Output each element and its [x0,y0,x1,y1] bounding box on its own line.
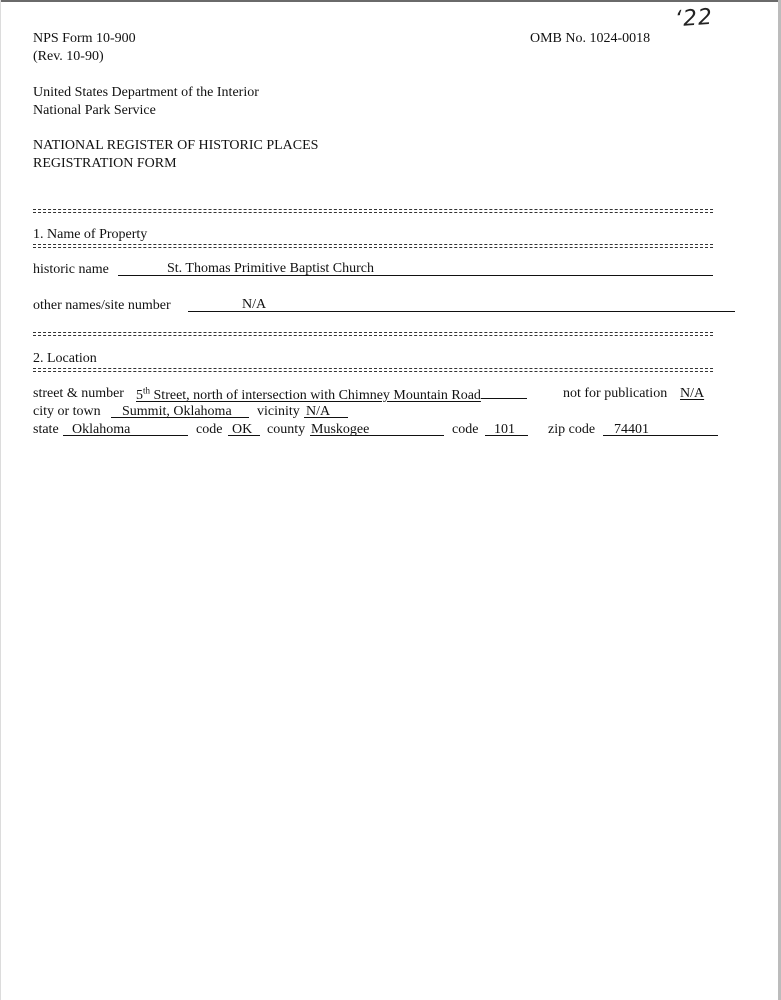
other-names-label: other names/site number [33,298,171,313]
service-name: National Park Service [33,103,156,118]
section-divider [33,368,713,372]
street-label: street & number [33,386,124,401]
county-label: county [267,422,306,437]
state-label: state [33,422,59,437]
section1-heading: 1. Name of Property [33,227,148,242]
state-value: Oklahoma [72,422,131,437]
form-title-line1: NATIONAL REGISTER OF HISTORIC PLACES [33,138,319,153]
county-code-value: 101 [494,422,515,437]
page-edge-left [0,0,1,1000]
city-value: Summit, Oklahoma [122,404,232,419]
other-names-field[interactable] [188,311,735,312]
state-code-label: code [196,422,223,437]
street-ordinal-suffix: th [143,385,151,396]
historic-name-label: historic name [33,262,109,277]
state-code-value: OK [232,422,253,437]
street-ordinal: 5 [136,388,143,403]
historic-name-value: St. Thomas Primitive Baptist Church [167,261,375,276]
not-for-publication-label: not for publication [563,386,668,401]
other-names-value: N/A [242,297,267,312]
zip-code-label: zip code [548,422,596,437]
handwritten-page-mark: ʻ22 [674,4,714,33]
not-for-publication-value[interactable]: N/A [680,386,705,401]
department-name: United States Department of the Interior [33,85,259,100]
street-value[interactable] [136,385,527,404]
zip-code-value: 74401 [614,422,649,437]
form-revision: (Rev. 10-90) [33,49,104,64]
form-number: NPS Form 10-900 [33,31,136,46]
form-title-line2: REGISTRATION FORM [33,156,177,171]
section2-heading: 2. Location [33,351,97,366]
city-label: city or town [33,404,101,419]
section-divider [33,209,713,213]
page-edge-top [0,0,781,2]
section-divider [33,244,713,248]
vicinity-label: vicinity [257,404,300,419]
vicinity-value: N/A [306,404,331,419]
street-rest: Street, north of intersection with Chimney Mountain Road [150,388,481,403]
street-blank [481,385,527,399]
omb-number: OMB No. 1024-0018 [530,31,651,46]
section-divider [33,332,713,336]
county-value: Muskogee [311,422,370,437]
county-code-label: code [452,422,479,437]
